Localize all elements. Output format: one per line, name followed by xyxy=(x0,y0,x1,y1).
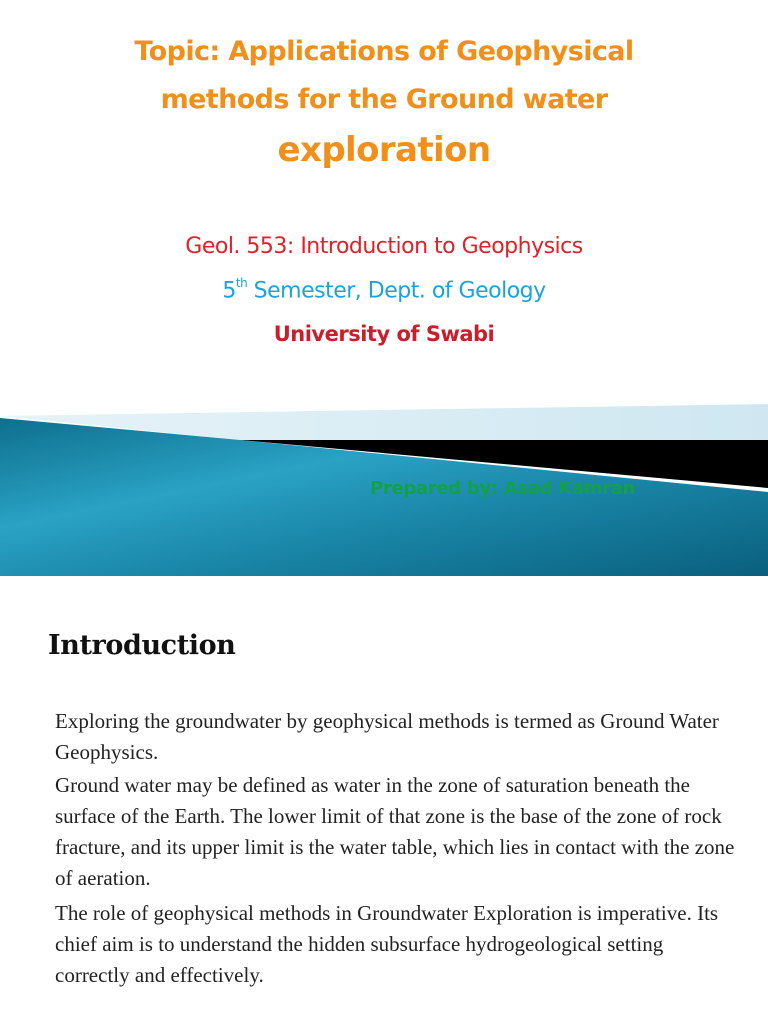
university-name: University of Swabi xyxy=(273,322,495,346)
title-line-2: methods for the Ground water xyxy=(160,84,608,115)
course-name: Geol. 553: Introduction to Geophysics xyxy=(185,234,583,259)
intro-paragraph-1: Exploring the groundwater by geophysical methods is termed as Ground Water Geophysics. xyxy=(55,709,719,764)
prepared-by: Prepared by: Asad Kamran xyxy=(370,478,636,499)
semester-number: 5 xyxy=(222,278,236,304)
semester-superscript: th xyxy=(235,276,248,290)
intro-paragraph-3: The role of geophysical methods in Groundwater Exploration is imperative. Its chief aim is to understand the hidden subsurface hydrogeological setting correctly and effectively. xyxy=(55,901,719,987)
introduction-slide xyxy=(0,576,768,1024)
intro-paragraph-2: Ground water may be defined as water in the zone of saturation beneath the surface of the Earth. The lower limit of that zone is the base of the zone of rock fracture, and its upper limit is the water table, which lies in contact with the zone of aeration. xyxy=(55,773,735,890)
title-line-1: Topic: Applications of Geophysical xyxy=(134,36,634,67)
introduction-heading: Introduction xyxy=(48,630,236,661)
semester-text: Semester, Dept. of Geology xyxy=(247,278,546,304)
title-line-3: exploration xyxy=(277,130,491,170)
